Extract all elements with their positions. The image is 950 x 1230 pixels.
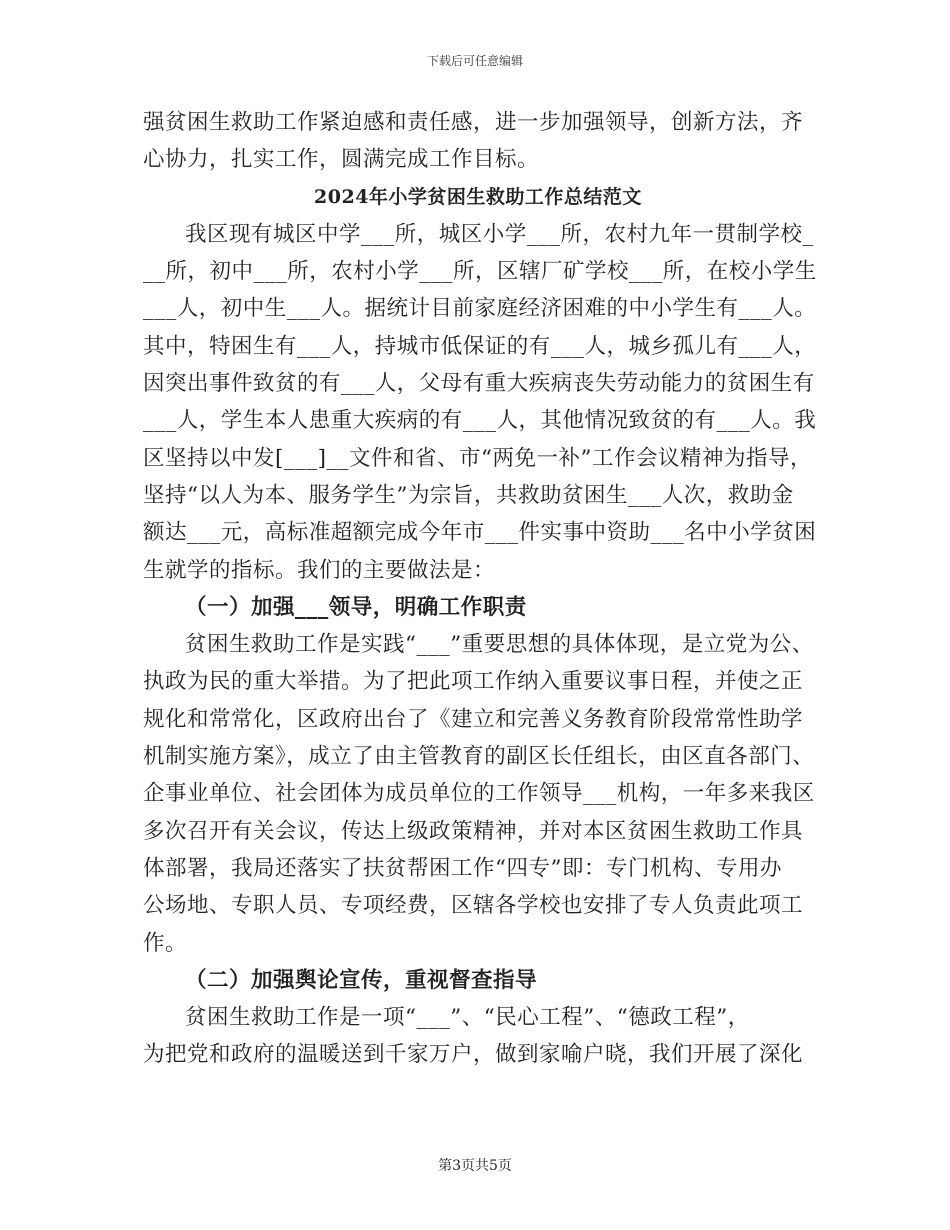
body-line: 区坚持以中发[___]__文件和省、市“两免一补”工作会议精神为指导，: [143, 445, 813, 471]
body-line: 强贫困生救助工作紧迫感和责任感，进一步加强领导，创新方法，齐: [143, 110, 804, 135]
paragraph-first-line: 我区现有城区中学___所，城区小学___所，农村九年一贯制学校_: [185, 221, 814, 247]
section-heading-1: （一）加强___领导，明确工作职责: [185, 594, 527, 620]
body-line: 多次召开有关会议，传达上级政策精神，并对本区贫困生救助工作具: [143, 818, 804, 844]
paragraph-first-line: 贫困生救助工作是一项“___”、“民心工程”、“德政工程”，: [185, 1005, 750, 1031]
body-line: ___人，初中生___人。据统计目前家庭经济困难的中小学生有___人。: [143, 296, 817, 322]
paragraph-first-line: 贫困生救助工作是实践“___”重要思想的具体体现，是立党为公、: [185, 632, 814, 658]
body-line: 心协力，扎实工作，圆满完成工作目标。: [143, 147, 540, 173]
body-line: 为把党和政府的温暖送到千家万户，做到家喻户晓，我们开展了深化: [143, 1042, 804, 1068]
document-title: 2024年小学贫困生救助工作总结范文: [314, 185, 642, 208]
body-line: ___人，学生本人患重大疾病的有___人，其他情况致贫的有___人。我: [143, 408, 817, 434]
body-line: 其中，特困生有___人，持城市低保证的有___人，城乡孤儿有___人，: [143, 333, 817, 359]
body-line: 机制实施方案》，成立了由主管教育的副区长任组长，由区直各部门、: [143, 744, 815, 770]
body-line: __所，初中___所，农村小学___所，区辖厂矿学校___所，在校小学生: [143, 259, 817, 285]
body-line: 企事业单位、社会团体为成员单位的工作领导___机构，一年多来我区: [143, 781, 815, 807]
body-line: 因突出事件致贫的有___人，父母有重大疾病丧失劳动能力的贫困生有: [143, 371, 815, 397]
page-header-note: 下载后可任意编辑: [426, 54, 523, 68]
section-heading-2: （二）加强舆论宣传，重视督查指导: [185, 967, 538, 993]
body-line: 坚持“以人为本、服务学生”为宗旨，共救助贫困生___人次，救助金: [143, 482, 794, 508]
body-line: 规化和常常化，区政府出台了《建立和完善义务教育阶段常常性助学: [143, 706, 804, 732]
body-line: 公场地、专职人员、专项经费，区辖各学校也安排了专人负责此项工: [143, 893, 804, 919]
body-line: 作。: [143, 930, 188, 956]
body-line: 生就学的指标。我们的主要做法是：: [143, 557, 496, 583]
page-number: 第3页共5页: [438, 1158, 512, 1174]
document-body: [143, 104, 817, 1074]
body-line: 体部署，我局还落实了扶贫帮困工作“四专”即：专门机构、专用办: [143, 855, 782, 881]
body-line: 额达___元，高标准超额完成今年市___件实事中资助___名中小学贫困: [143, 520, 817, 546]
body-line: 执政为民的重大举措。为了把此项工作纳入重要议事日程，并使之正: [143, 669, 804, 695]
